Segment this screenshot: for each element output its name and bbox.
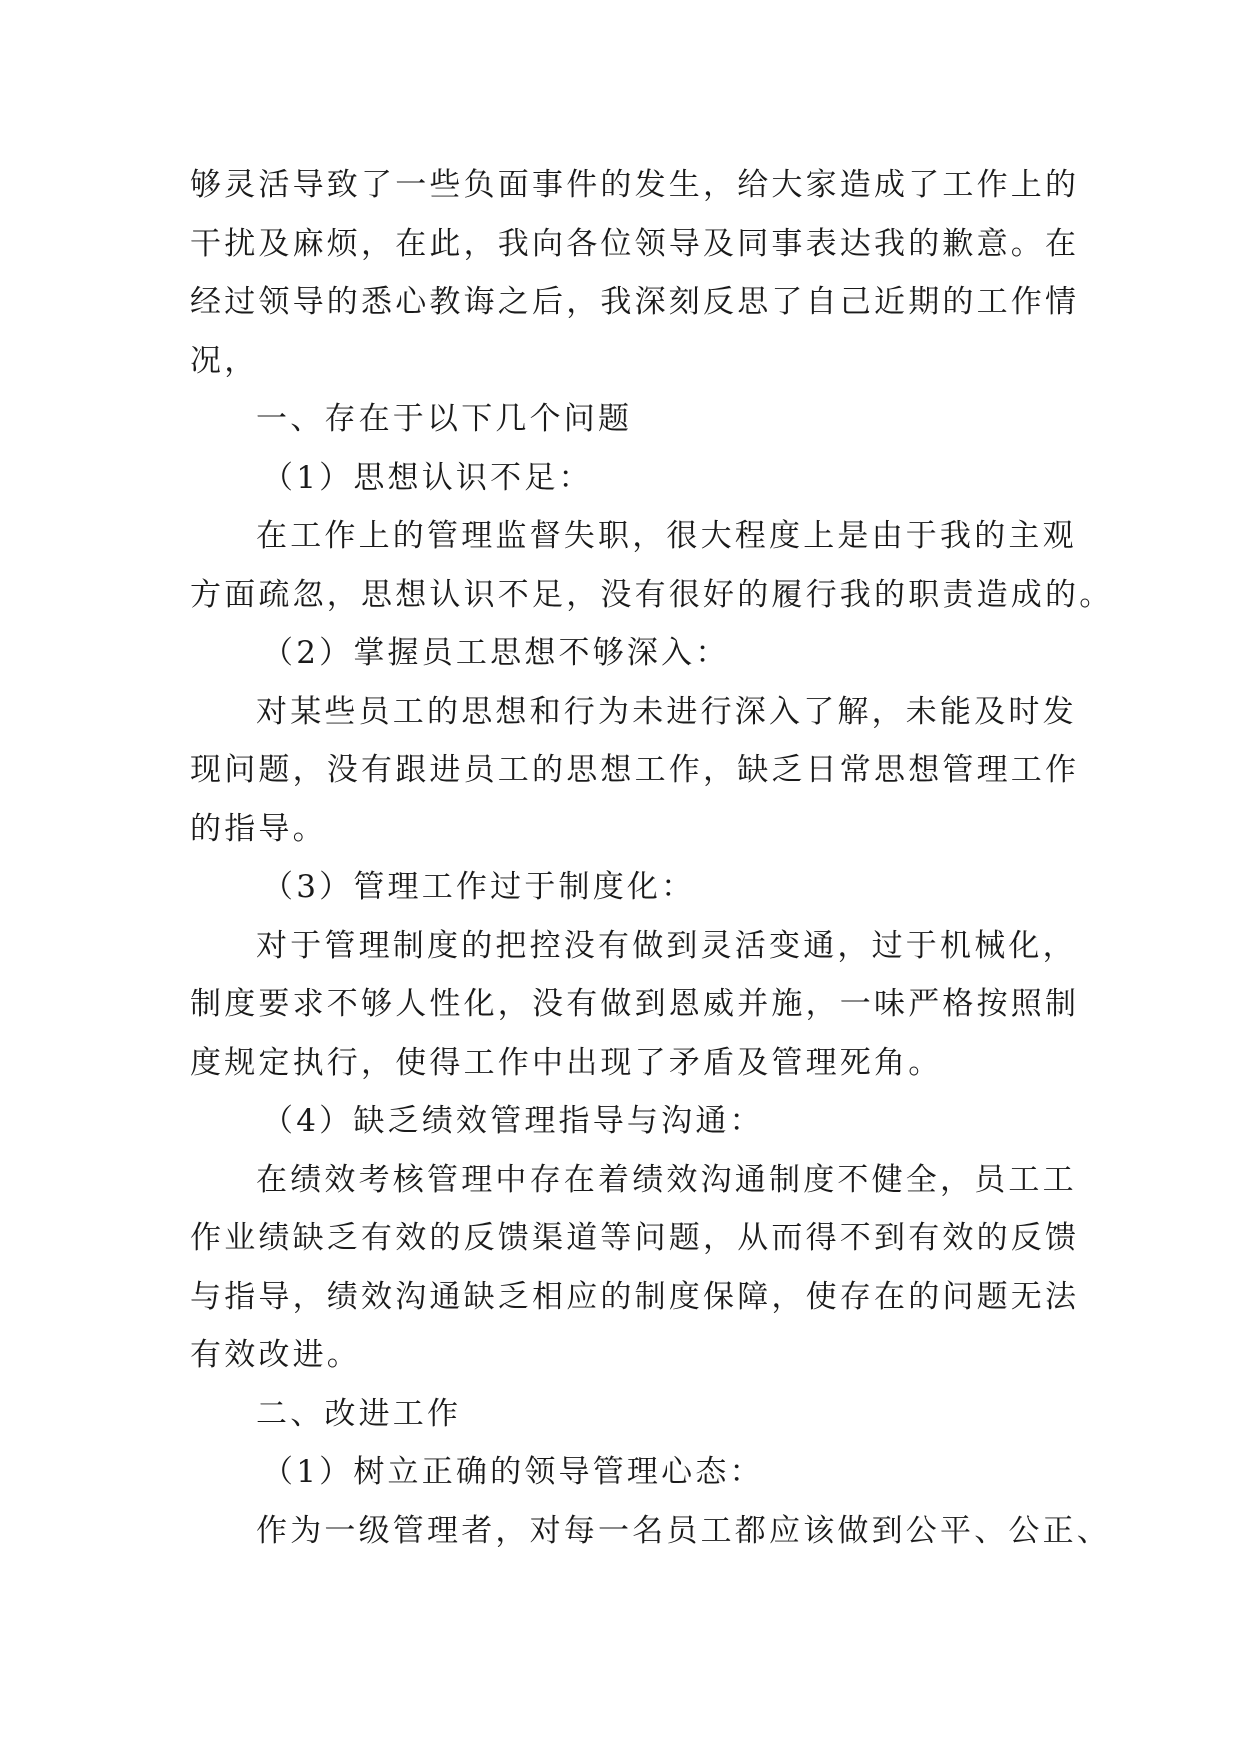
- text-line: 一、存在于以下几个问题: [256, 401, 633, 437]
- text-line: 与指导，绩效沟通缺乏相应的制度保障，使存在的问题无法: [190, 1278, 1080, 1315]
- text-line: （1）树立正确的领导管理心态：: [262, 1454, 764, 1490]
- text-line: 够灵活导致了一些负面事件的发生，给大家造成了工作上的: [190, 167, 1080, 203]
- text-line: 况，: [190, 342, 259, 379]
- text-line: 作为一级管理者，对每一名员工都应该做到公平、公正、: [256, 1512, 1111, 1549]
- text-line: 在绩效考核管理中存在着绩效沟通制度不健全，员工工: [256, 1161, 1077, 1198]
- body-text: [190, 156, 1114, 1560]
- text-line: 现问题，没有跟进员工的思想工作，缺乏日常思想管理工作: [190, 752, 1080, 788]
- text-line: 方面疏忽，思想认识不足，没有很好的履行我的职责造成的。: [190, 576, 1114, 613]
- text-line: 在工作上的管理监督失职，很大程度上是由于我的主观: [256, 518, 1077, 554]
- text-line: （4）缺乏绩效管理指导与沟通：: [262, 1103, 764, 1139]
- text-line: 作业绩缺乏有效的反馈渠道等问题，从而得不到有效的反馈: [190, 1220, 1080, 1256]
- text-line: （3）管理工作过于制度化：: [262, 869, 696, 905]
- text-line: 度规定执行，使得工作中出现了矛盾及管理死角。: [190, 1044, 943, 1081]
- text-line: 二、改进工作: [256, 1395, 462, 1432]
- text-line: 制度要求不够人性化，没有做到恩威并施，一味严格按照制: [190, 986, 1080, 1022]
- text-line: 对某些员工的思想和行为未进行深入了解，未能及时发: [256, 693, 1077, 730]
- text-line: 经过领导的悉心教诲之后，我深刻反思了自己近期的工作情: [190, 284, 1080, 320]
- text-line: 干扰及麻烦，在此，我向各位领导及同事表达我的歉意。在: [190, 225, 1080, 262]
- text-line: 的指导。: [190, 810, 327, 847]
- text-line: （2）掌握员工思想不够深入：: [262, 635, 730, 671]
- text-line: 对于管理制度的把控没有做到灵活变通，过于机械化，: [256, 927, 1077, 964]
- text-line: 有效改进。: [190, 1337, 361, 1373]
- text-line: （1）思想认识不足：: [262, 459, 593, 496]
